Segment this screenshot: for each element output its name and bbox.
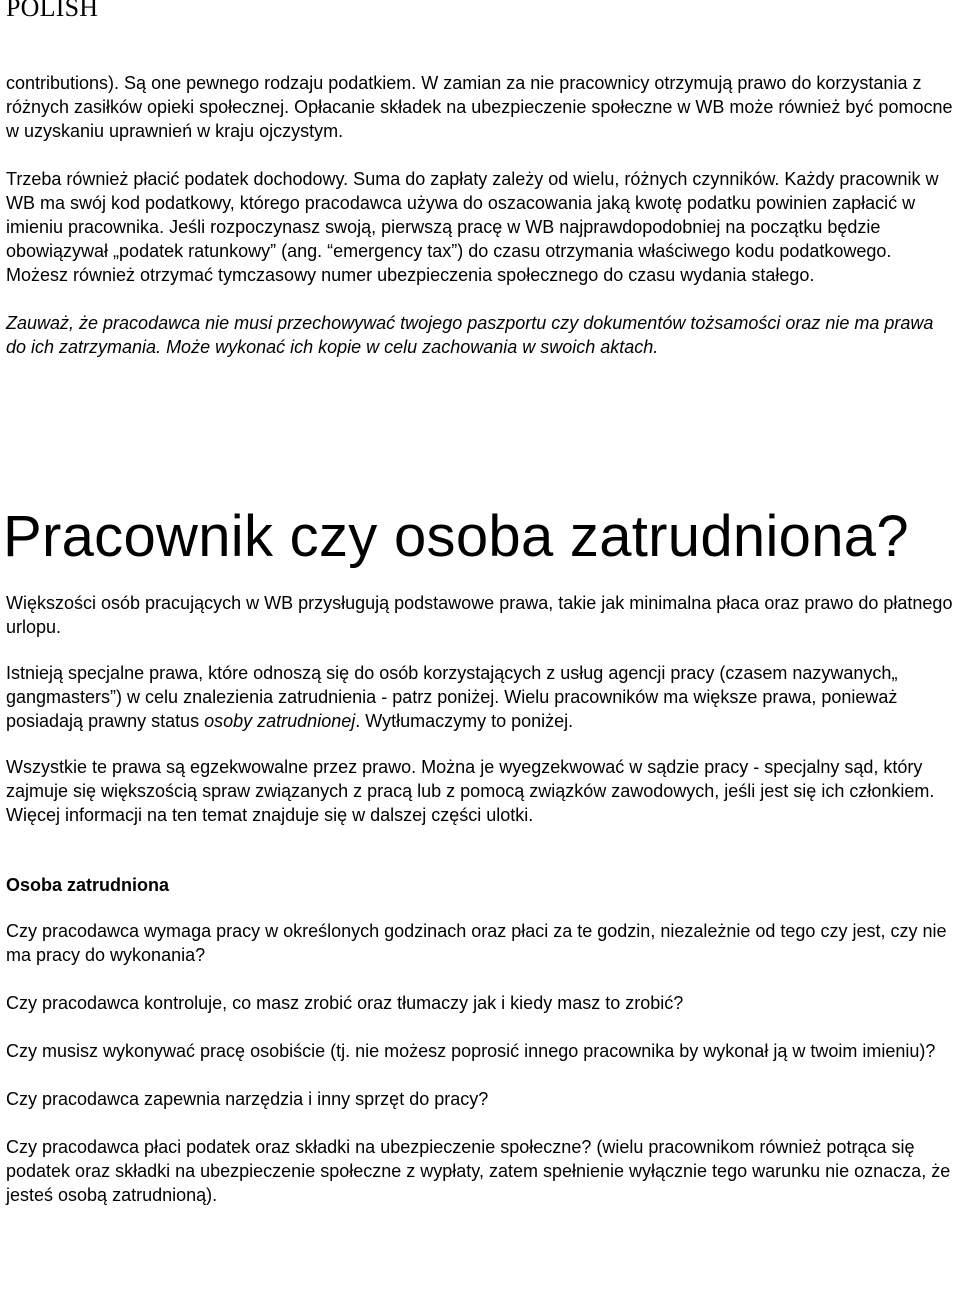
question-item: Czy musisz wykonywać pracę osobiście (tj. nie możesz poprosić innego pracownika by wykonał ją w twoim imieniu)? (6, 1041, 936, 1061)
paragraph-special-rights-text: Istnieją specjalne prawa, które odnoszą się do osób korzystających z usług agencji pracy (czasem nazywanych„ gangmasters”) w celu znalezienia zatrudnienia - patrz poniżej. Wielu pracowników ma większe prawa, ponieważ posiadają prawny status (6, 663, 898, 731)
paragraph-special-rights-end: . Wytłumaczymy to poniżej. (355, 711, 574, 731)
language-header: POLISH (6, 0, 99, 22)
paragraph-social-contributions: contributions). Są one pewnego rodzaju podatkiem. W zamian za nie pracownicy otrzymują prawo do korzystania z różnych zasiłków opieki społecznej. Opłacanie składek na ubezpieczenie społeczne w WB może również być pomocne w uzyskaniu uprawnień w kraju ojczystym. (6, 73, 953, 141)
employee-subheading: Osoba zatrudniona (6, 875, 170, 895)
paragraph-special-rights (6, 661, 956, 733)
paragraph-basic-rights: Większości osób pracujących w WB przysługują podstawowe prawa, takie jak minimalna płaca oraz prawo do płatnego urlopu. (6, 593, 953, 637)
document-page (3, 0, 956, 1207)
question-item: Czy pracodawca płaci podatek oraz składki na ubezpieczenie społeczne? (wielu pracownikom również potrąca się podatek oraz składki na ubezpieczenie społeczne z wypłaty, zatem spełnienie wyłącznie tego warunku nie oznacza, że jesteś osobą zatrudnioną). (6, 1137, 951, 1205)
employee-status-term: osoby zatrudnionej (204, 711, 356, 731)
paragraph-passport-note: Zauważ, że pracodawca nie musi przechowywać twojego paszportu czy dokumentów tożsamości oraz nie ma prawa do ich zatrzymania. Może wykonać ich kopie w celu zachowania w swoich aktach. (6, 313, 934, 357)
paragraph-income-tax: Trzeba również płacić podatek dochodowy. Suma do zapłaty zależy od wielu, różnych czynników. Każdy pracownik w WB ma swój kod podatkowy, którego pracodawca używa do oszacowania jaką kwotę podatku powinien zapłacić w imieniu pracownika. Jeśli rozpoczynasz swoją, pierwszą pracę w WB najprawdopodobniej na początku będzie obowiązywał „podatek ratunkowy” (ang. “emergency tax”) do czasu otrzymania właściwego kodu podatkowego. Możesz również otrzymać tymczasowy numer ubezpieczenia społecznego do czasu wydania stałego. (6, 169, 939, 285)
question-item: Czy pracodawca kontroluje, co masz zrobić oraz tłumaczy jak i kiedy masz to zrobić? (6, 993, 684, 1013)
section-heading: Pracownik czy osoba zatrudniona? (3, 504, 909, 569)
question-item: Czy pracodawca wymaga pracy w określonych godzinach oraz płaci za te godzin, niezależnie od tego czy jest, czy nie ma pracy do wykonania? (6, 921, 947, 965)
paragraph-enforcement: Wszystkie te prawa są egzekwowalne przez prawo. Można je wyegzekwować w sądzie pracy - specjalny sąd, który zajmuje się większością spraw związanych z pracą lub z pomocą związków zawodowych, jeśli jest się ich członkiem. Więcej informacji na ten temat znajduje się w dalszej części ulotki. (6, 757, 935, 825)
question-item: Czy pracodawca zapewnia narzędzia i inny sprzęt do pracy? (6, 1089, 489, 1109)
